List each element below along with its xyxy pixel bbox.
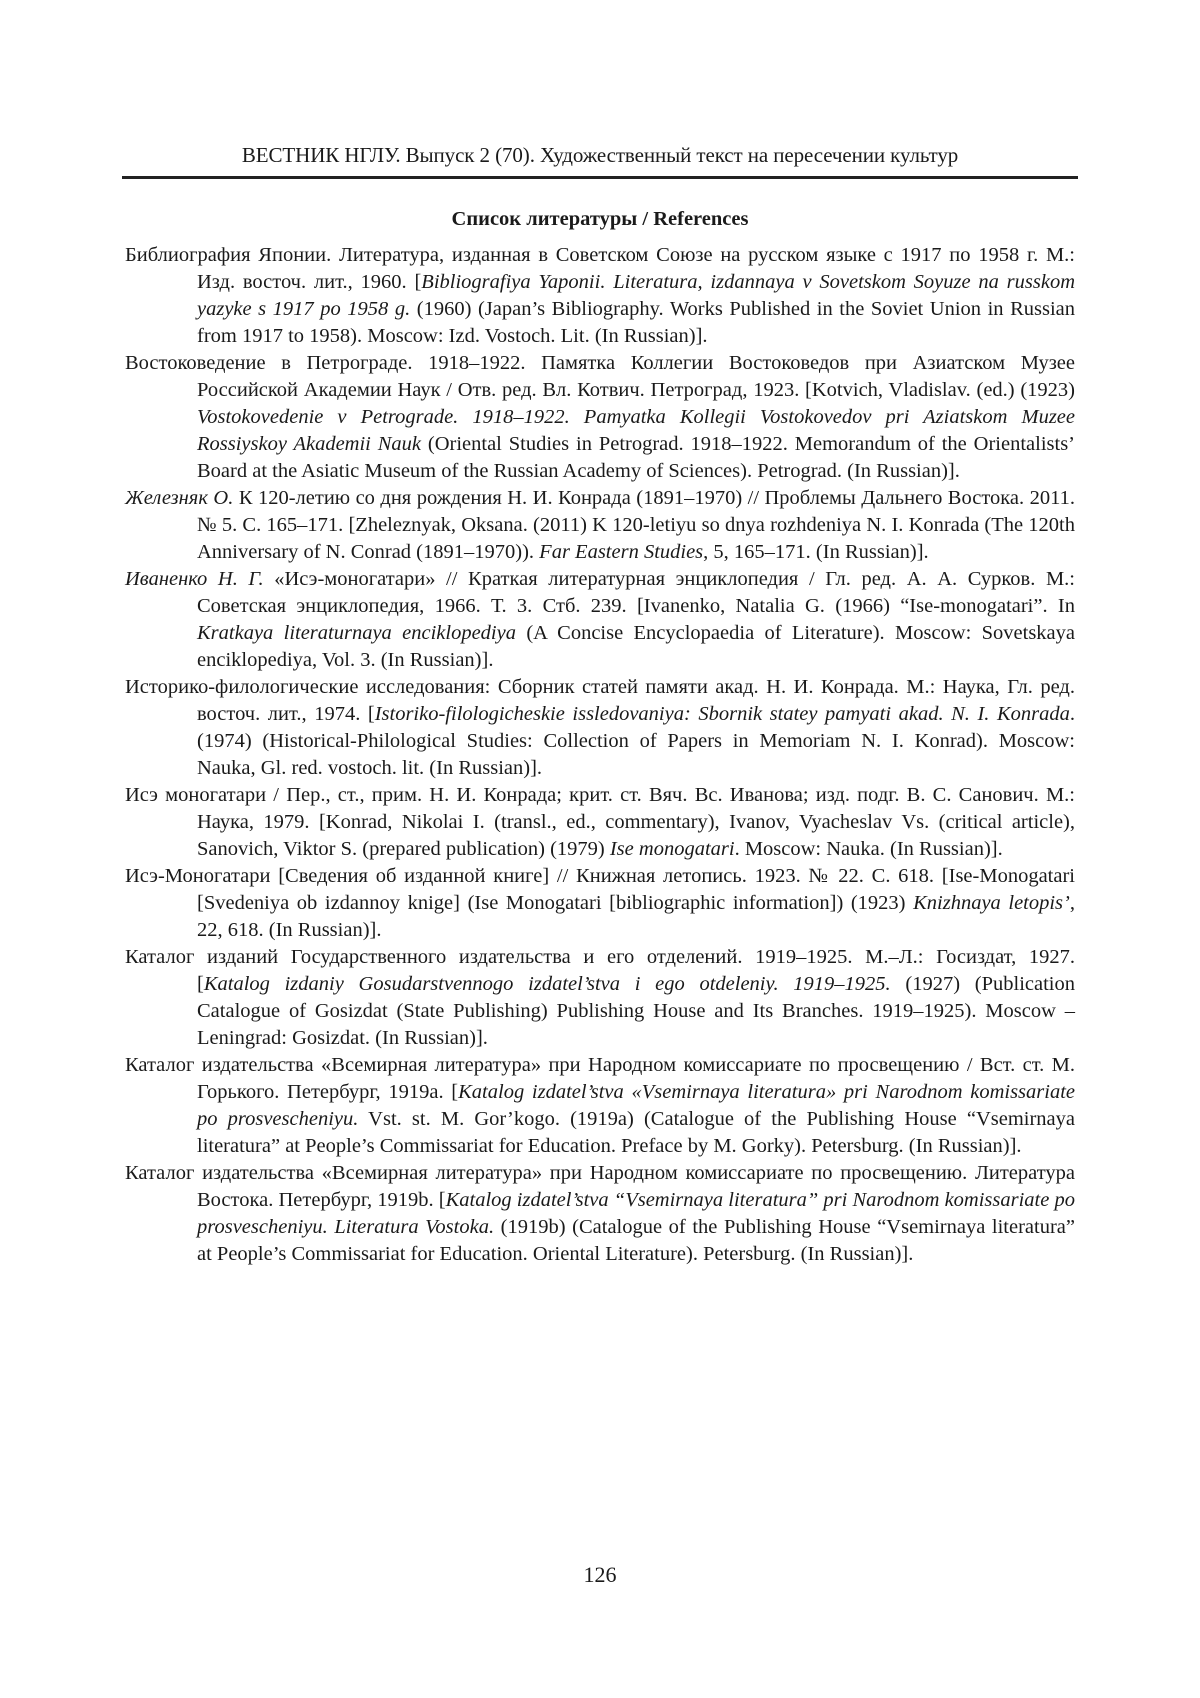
reference-text: Исэ моногатари / Пер., ст., прим. Н. И. Конрада; крит. ст. Вяч. Вс. Иванова; изд. подг. В. С. Санович. М.: Наука, 1979. [Konrad, Nikolai I. (transl., ed., commentary), Ivanov, Vyacheslav Vs. (critical article), Sanovich, Viktor S. (prepared publication) (1979) bbox=[125, 784, 1075, 860]
reference-text: (Oriental Studies in Petrograd. 1918–1922. Memorandum of the Orientalists’ Board at the Asiatic Museum of the Russian Academy of Sciences). Petrograd. (In Russian)]. bbox=[197, 433, 1075, 482]
section-title: Список литературы / References bbox=[125, 208, 1075, 231]
reference-text: (1927) (Publication Catalogue of Gosizdat (State Publishing) Publishing House and Its Branches. 1919–1925). Moscow – Leningrad: Gosizdat. (In Russian)]. bbox=[197, 973, 1075, 1049]
reference-text: Каталог изданий Государственного издательства и его отделений. 1919–1925. М.–Л.: Госиздат, 1927. [ bbox=[125, 946, 1075, 995]
reference-text: Библиография Японии. Литература, изданная в Советском Союзе на русском языке с 1917 по 1958 г. М.: Изд. восточ. лит., 1960. [ bbox=[125, 244, 1075, 293]
reference-italic-text: Железняк О. bbox=[125, 487, 233, 509]
running-header: ВЕСТНИК НГЛУ. Выпуск 2 (70). Художественный текст на пересечении культур bbox=[125, 143, 1075, 168]
reference-text: , 5, 165–171. (In Russian)]. bbox=[703, 541, 928, 563]
reference-italic-text: Vostokovedenie v Petrograde. 1918–1922. Pamyatka Kollegii Vostokovedov pri Aziatskom Muzee Rossiyskoy Akademii Nauk bbox=[197, 406, 1075, 455]
reference-text: Vst. st. M. Gor’kogo. (1919a) (Catalogue of the Publishing House “Vsemirnaya literatura” at People’s Commissariat for Education. Preface by M. Gorky). Petersburg. (In Russian)]. bbox=[197, 1108, 1075, 1157]
reference-italic-text: Katalog izdatel’stva “Vsemirnaya literatura” pri Narodnom komissariate po prosvescheniyu. Literatura Vostoka. bbox=[197, 1189, 1075, 1238]
reference-text: Каталог издательства «Всемирная литература» при Народном комиссариате по просвещению / Вст. ст. М. Горького. Петербург, 1919a. [ bbox=[125, 1054, 1075, 1103]
reference-entry bbox=[125, 566, 1075, 674]
reference-italic-text: Ise monogatari bbox=[610, 838, 735, 860]
reference-italic-text: Bibliografiya Yaponii. Literatura, izdannaya v Sovetskom Soyuze na russkom yazyke s 1917 po 1958 g. bbox=[197, 271, 1075, 320]
reference-entry bbox=[125, 944, 1075, 1052]
reference-entry bbox=[125, 485, 1075, 566]
reference-text: (A Concise Encyclopaedia of Literature). Moscow: Sovetskaya enciklopediya, Vol. 3. (In Russian)]. bbox=[197, 622, 1075, 671]
reference-italic-text: Istoriko-filologicheskie issledovaniya: Sbornik statey pamyati akad. N. I. Konrada bbox=[375, 703, 1070, 725]
reference-entry bbox=[125, 1052, 1075, 1160]
reference-text: «Исэ-моногатари» // Краткая литературная энциклопедия / Гл. ред. А. А. Сурков. М.: Советская энциклопедия, 1966. Т. 3. Стб. 239. [Ivanenko, Natalia G. (1966) “Ise-monogatari”. In bbox=[197, 568, 1075, 617]
reference-text: Каталог издательства «Всемирная литература» при Народном комиссариате по просвещению. Литература Востока. Петербург, 1919b. [ bbox=[125, 1162, 1075, 1211]
reference-text: Исэ-Моногатари [Сведения об изданной книге] // Книжная летопись. 1923. № 22. С. 618. [Ise-Monogatari [Svedeniya ob izdannoy knige] (Ise Monogatari [bibliographic information]) (1923) bbox=[125, 865, 1075, 914]
reference-entry bbox=[125, 242, 1075, 350]
reference-text: Востоковедение в Петрограде. 1918–1922. Памятка Коллегии Востоковедов при Азиатском Музее Российской Академии Наук / Отв. ред. Вл. Котвич. Петроград, 1923. [Kotvich, Vladislav. (ed.) (1923) bbox=[125, 352, 1075, 401]
reference-text: (1919b) (Catalogue of the Publishing House “Vsemirnaya literatura” at People’s Commissariat for Education. Oriental Literature). Petersburg. (In Russian)]. bbox=[197, 1216, 1075, 1265]
reference-italic-text: Katalog izdaniy Gosudarstvennogo izdatel’stva i ego otdeleniy. 1919–1925. bbox=[204, 973, 891, 995]
reference-text: К 120-летию со дня рождения Н. И. Конрада (1891–1970) // Проблемы Дальнего Востока. 2011. № 5. С. 165–171. [Zheleznyak, Oksana. (2011) K 120-letiyu so dnya rozhdeniya N. I. Konrada (The 120th Anniversary of N. Conrad (1891–1970)). bbox=[197, 487, 1075, 563]
reference-entry bbox=[125, 674, 1075, 782]
reference-text: Историко-филологические исследования: Сборник статей памяти акад. Н. И. Конрада. М.: Наука, Гл. ред. восточ. лит., 1974. [ bbox=[125, 676, 1075, 725]
reference-entry bbox=[125, 1160, 1075, 1268]
reference-italic-text: Katalog izdatel’stva «Vsemirnaya literatura» pri Narodnom komissariate po prosvescheniyu. bbox=[197, 1081, 1075, 1130]
page-number: 126 bbox=[0, 1562, 1200, 1588]
reference-italic-text: Kratkaya literaturnaya enciklopediya bbox=[197, 622, 516, 644]
reference-text: , 22, 618. (In Russian)]. bbox=[197, 892, 1075, 941]
reference-text: . (1974) (Historical-Philological Studies: Collection of Papers in Memoriam N. I. Konrad). Moscow: Nauka, Gl. red. vostoch. lit. (In Russian)]. bbox=[197, 703, 1075, 779]
reference-text: . Moscow: Nauka. (In Russian)]. bbox=[735, 838, 1003, 860]
reference-text: (1960) (Japan’s Bibliography. Works Published in the Soviet Union in Russian from 1917 to 1958). Moscow: Izd. Vostoch. Lit. (In Russian)]. bbox=[197, 298, 1075, 347]
reference-italic-text: Иваненко Н. Г. bbox=[125, 568, 264, 590]
reference-italic-text: Far Eastern Studies bbox=[539, 541, 703, 563]
reference-entry bbox=[125, 782, 1075, 863]
reference-entry bbox=[125, 863, 1075, 944]
reference-list bbox=[125, 242, 1075, 1268]
header-rule bbox=[122, 176, 1078, 179]
reference-entry bbox=[125, 350, 1075, 485]
reference-italic-text: Knizhnaya letopis’ bbox=[913, 892, 1070, 914]
